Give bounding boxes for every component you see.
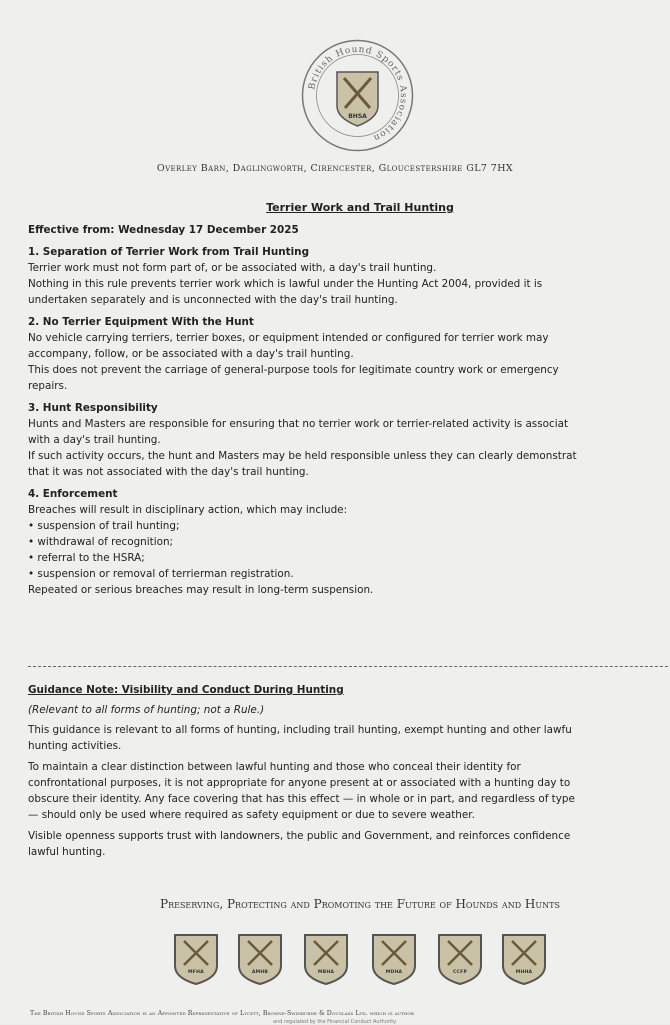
section-line: Terrier work must not form part of, or be associated with, a day's trail hunting. — [28, 262, 437, 274]
badge-label: MFHA — [188, 970, 204, 975]
badge-label: MHHA — [515, 970, 533, 975]
footer-disclaimer: The British Hound Sports Association is an Appointed Representative of Lycett, Browne-Swinburne & Douglass Ltd. which is author — [30, 1010, 415, 1017]
section-line: that it was not associated with the day's trail hunting. — [28, 466, 309, 478]
badge-label: AMHB — [251, 970, 269, 975]
section-line: undertaken separately and is unconnected with the day's trail hunting. — [28, 294, 398, 306]
svg-text:British Hound Sports Associati: British Hound Sports Association — [307, 44, 409, 143]
section-heading: 4. Enforcement — [28, 488, 118, 500]
section-line: with a day's trail hunting. — [28, 434, 161, 446]
section-3 — [28, 400, 670, 480]
section-line: repairs. — [28, 380, 68, 392]
section-line: If such activity occurs, the hunt and Masters may be held responsible unless they can clearly demonstrat — [28, 450, 577, 462]
badge-shield-icon — [436, 932, 484, 986]
guidance-line: obscure their identity. Any face covering that has this effect — in whole or in part, and regardless of type — [28, 793, 575, 805]
guidance-line: lawful hunting. — [28, 846, 106, 858]
effective-date: Effective from: Wednesday 17 December 2025 — [28, 224, 299, 236]
section-line: No vehicle carrying terriers, terrier boxes, or equipment intended or configured for terrier work may — [28, 332, 549, 344]
badge-label: MDHA — [385, 970, 403, 975]
address-line: Overley Barn, Daglingworth, Cirencester, Gloucestershire GL7 7HX — [156, 163, 514, 174]
badge-shield-icon — [500, 932, 548, 986]
svg-text:BHSA: BHSA — [348, 113, 367, 120]
affiliate-badges — [0, 932, 670, 988]
guidance-line: hunting activities. — [28, 740, 122, 752]
footer-disclaimer-2: and regulated by the Financial Conduct Authority. — [273, 1019, 397, 1025]
section-heading: 2. No Terrier Equipment With the Hunt — [28, 316, 254, 328]
guidance-line: confrontational purposes, it is not appropriate for anyone present at or associated with a hunting day to — [28, 777, 571, 789]
association-logo — [300, 38, 415, 153]
section-2 — [28, 314, 670, 394]
guidance-line: Visible openness supports trust with landowners, the public and Government, and reinforces confidence — [28, 830, 571, 842]
section-line: This does not prevent the carriage of general-purpose tools for legitimate country work or emergency — [28, 364, 559, 376]
dashed-divider — [28, 666, 670, 667]
section-heading: 1. Separation of Terrier Work from Trail Hunting — [28, 246, 310, 258]
badge-shield-icon — [370, 932, 418, 986]
guidance-title: Guidance Note: Visibility and Conduct During Hunting — [28, 684, 344, 696]
badge-shield-icon — [172, 932, 220, 986]
document-title: Terrier Work and Trail Hunting — [266, 201, 454, 214]
rules-content — [28, 222, 670, 598]
guidance-note — [28, 682, 670, 860]
section-4 — [28, 486, 670, 598]
bullet-item: • referral to the HSRA; — [28, 552, 145, 564]
guidance-line: This guidance is relevant to all forms of hunting, including trail hunting, exempt hunting and other lawfu — [28, 724, 572, 736]
section-line: Breaches will result in disciplinary action, which may include: — [28, 504, 348, 516]
section-line: accompany, follow, or be associated with a day's trail hunting. — [28, 348, 354, 360]
section-1 — [28, 244, 670, 308]
guidance-line: To maintain a clear distinction between lawful hunting and those who conceal their identity for — [28, 761, 521, 773]
guidance-subtitle: (Relevant to all forms of hunting; not a Rule.) — [28, 704, 265, 716]
badge-shield-icon — [236, 932, 284, 986]
badge-label: CCFP — [452, 970, 468, 975]
guidance-line: — should only be used where required as safety equipment or due to severe weather. — [28, 809, 475, 821]
motto: Preserving, Protecting and Promoting the Future of Hounds and Hunts — [160, 897, 560, 911]
section-heading: 3. Hunt Responsibility — [28, 402, 158, 414]
badge-label: MBHA — [317, 970, 335, 975]
bullet-item: • suspension of trail hunting; — [28, 520, 180, 532]
section-line: Hunts and Masters are responsible for ensuring that no terrier work or terrier-related activity is associat — [28, 418, 569, 430]
bullet-item: • withdrawal of recognition; — [28, 536, 174, 548]
badge-shield-icon — [302, 932, 350, 986]
section-line: Nothing in this rule prevents terrier work which is lawful under the Hunting Act 2004, provided it is — [28, 278, 543, 290]
bullet-item: • suspension or removal of terrierman registration. — [28, 568, 294, 580]
section-line: Repeated or serious breaches may result in long-term suspension. — [28, 584, 374, 596]
